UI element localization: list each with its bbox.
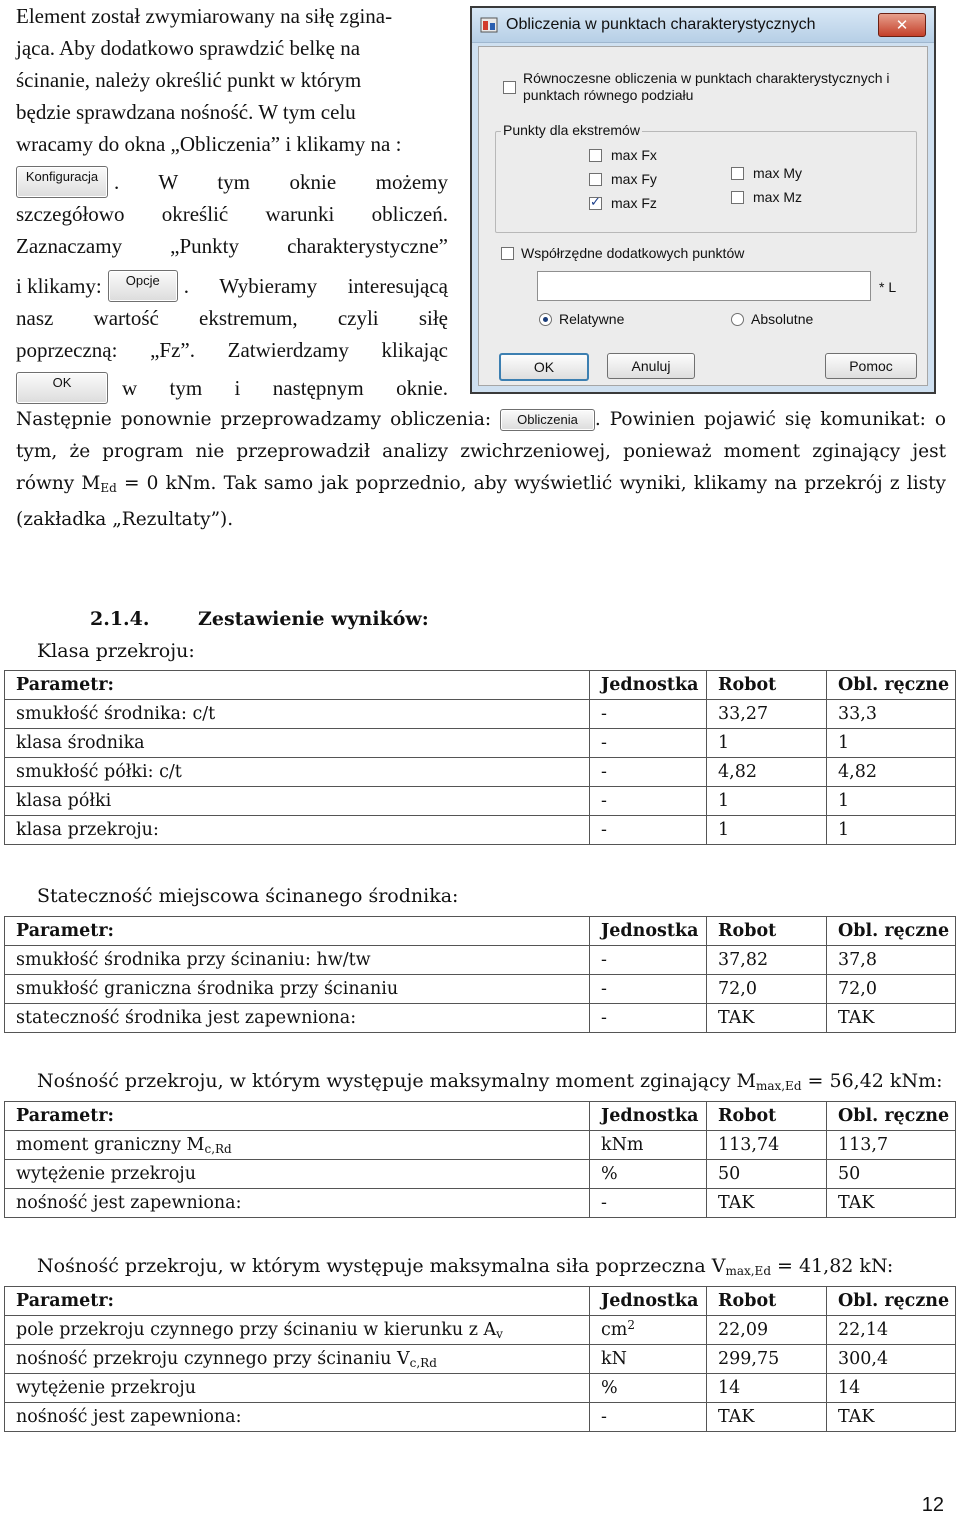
cell-text: cm — [601, 1320, 628, 1340]
instructions-paragraph — [16, 404, 946, 536]
simultaneous-label-line1: Równoczesne obliczenia w punktach charakterystycznych i — [523, 70, 890, 86]
caption-subscript: max,Ed — [725, 1264, 771, 1278]
dialog-titlebar — [472, 8, 934, 43]
cell: TAK — [707, 1403, 827, 1432]
cell: 1 — [827, 729, 956, 758]
intro-line — [16, 334, 448, 366]
cell: 22,14 — [827, 1316, 956, 1345]
table-row — [5, 787, 956, 816]
cell: - — [590, 975, 707, 1004]
cell: % — [590, 1374, 707, 1403]
cell: 14 — [827, 1374, 956, 1403]
cell: TAK — [827, 1189, 956, 1218]
cell: smukłość środnika przy ścinaniu: hw/tw — [5, 946, 590, 975]
cell — [5, 1345, 590, 1374]
cell-text: nośność przekroju czynnego przy ścinaniu V — [16, 1348, 410, 1369]
table-header-row — [5, 671, 956, 700]
cell: - — [590, 1403, 707, 1432]
table-row — [5, 758, 956, 787]
cell: - — [590, 787, 707, 816]
cell: TAK — [707, 1189, 827, 1218]
intro-line — [16, 32, 448, 64]
header-param: Parametr: — [5, 917, 590, 946]
table-row — [5, 1131, 956, 1160]
caption-subscript: max,Ed — [755, 1079, 802, 1093]
table2-caption: Stateczność miejscowa ścinanego środnika: — [37, 885, 459, 907]
intro-text: poprzeczną: „Fz”. Zatwierdzamy klikając — [16, 338, 448, 362]
header-manual: Obl. ręczne — [827, 917, 956, 946]
header-manual: Obl. ręczne — [827, 1287, 956, 1316]
para-subscript: Ed — [100, 481, 117, 495]
header-manual: Obl. ręczne — [827, 671, 956, 700]
intro-text: będzie sprawdzana nośność. W tym celu — [16, 100, 356, 124]
intro-text: i klikamy: — [16, 274, 102, 298]
cell: 1 — [707, 816, 827, 845]
cell-subscript: c,Rd — [409, 1355, 437, 1370]
table-row — [5, 1374, 956, 1403]
cell: 4,82 — [827, 758, 956, 787]
header-robot: Robot — [707, 917, 827, 946]
cell — [5, 1131, 590, 1160]
cell: TAK — [827, 1403, 956, 1432]
cell-superscript: 2 — [627, 1318, 636, 1332]
section-number: 2.1.4. — [90, 608, 150, 630]
table-row — [5, 1345, 956, 1374]
intro-text: jąca. Aby dodatkowo sprawdzić belkę na — [16, 36, 361, 60]
cell: TAK — [827, 1004, 956, 1033]
header-unit: Jednostka — [590, 671, 707, 700]
simultaneous-checkbox[interactable] — [503, 81, 516, 94]
max-fy-checkbox[interactable] — [589, 173, 602, 186]
table-row — [5, 946, 956, 975]
intro-line — [16, 198, 448, 230]
table-row — [5, 816, 956, 845]
cell: kN — [590, 1345, 707, 1374]
max-fx-label: max Fx — [611, 147, 657, 163]
cell: 37,8 — [827, 946, 956, 975]
header-robot: Robot — [707, 1102, 827, 1131]
cell: 50 — [707, 1160, 827, 1189]
extremes-group — [495, 131, 917, 233]
table-row — [5, 700, 956, 729]
cell: smukłość środnika: c/t — [5, 700, 590, 729]
cell: klasa przekroju: — [5, 816, 590, 845]
table-row — [5, 1160, 956, 1189]
max-mz-checkbox[interactable] — [731, 191, 744, 204]
cell: 72,0 — [707, 975, 827, 1004]
absolute-label: Absolutne — [751, 311, 814, 327]
cell: 22,09 — [707, 1316, 827, 1345]
header-param: Parametr: — [5, 1287, 590, 1316]
unit-label: * L — [879, 279, 897, 295]
cell: smukłość półki: c/t — [5, 758, 590, 787]
intro-text: . Wybieramy interesującą — [183, 274, 448, 298]
header-param: Parametr: — [5, 671, 590, 700]
cell: smukłość graniczna środnika przy ścinaniu — [5, 975, 590, 1004]
table3-caption — [37, 1070, 943, 1093]
cell: wytężenie przekroju — [5, 1374, 590, 1403]
shear-capacity-table — [4, 1286, 956, 1432]
cell-subscript: c,Rd — [204, 1141, 232, 1156]
caption-text: Nośność przekroju, w którym występuje maksymalny moment zginający M — [37, 1070, 756, 1092]
cell: wytężenie przekroju — [5, 1160, 590, 1189]
table1-caption: Klasa przekroju: — [37, 640, 195, 662]
page-number: 12 — [921, 1494, 944, 1516]
extra-points-input[interactable] — [537, 271, 871, 301]
absolute-radio[interactable] — [731, 313, 744, 326]
header-robot: Robot — [707, 1287, 827, 1316]
intro-line — [16, 372, 448, 404]
intro-line — [16, 166, 448, 198]
table-row — [5, 1189, 956, 1218]
cell: 33,3 — [827, 700, 956, 729]
calc-points-dialog — [470, 6, 936, 394]
cell: 300,4 — [827, 1345, 956, 1374]
header-unit: Jednostka — [590, 917, 707, 946]
cell: - — [590, 1189, 707, 1218]
cell — [5, 1316, 590, 1345]
para-text: = 0 kNm. Tak samo jak poprzednio, aby wyświetlić wyniki, klikamy na przekrój z listy (zakładka „Rezultaty”). — [16, 473, 946, 530]
cell: nośność jest zapewniona: — [5, 1189, 590, 1218]
header-manual: Obl. ręczne — [827, 1102, 956, 1131]
moment-capacity-table — [4, 1101, 956, 1218]
cell: 1 — [707, 787, 827, 816]
intro-paragraph — [16, 0, 448, 404]
caption-text: = 56,42 kNm: — [801, 1070, 943, 1092]
cell: - — [590, 758, 707, 787]
cell: 37,82 — [707, 946, 827, 975]
obliczenia-button[interactable]: Obliczenia — [500, 409, 595, 431]
intro-text: wracamy do okna „Obliczenia” i klikamy na : — [16, 132, 402, 156]
intro-line — [16, 96, 448, 128]
cell: kNm — [590, 1131, 707, 1160]
cell: 1 — [827, 787, 956, 816]
intro-line — [16, 302, 448, 334]
max-fy-label: max Fy — [611, 171, 657, 187]
cell: nośność jest zapewniona: — [5, 1403, 590, 1432]
cell: 33,27 — [707, 700, 827, 729]
table-row — [5, 1403, 956, 1432]
intro-line — [16, 0, 448, 32]
simultaneous-label-line2: punktach równego podziału — [523, 87, 694, 103]
table-header-row — [5, 1102, 956, 1131]
cell: stateczność środnika jest zapewniona: — [5, 1004, 590, 1033]
cell: 72,0 — [827, 975, 956, 1004]
konfiguracja-button[interactable]: Konfiguracja — [16, 166, 108, 198]
intro-line — [16, 270, 448, 302]
table-row — [5, 975, 956, 1004]
dialog-client — [478, 46, 928, 386]
section-title: Zestawienie wyników: — [198, 608, 429, 630]
cell: 299,75 — [707, 1345, 827, 1374]
cell-text: moment graniczny M — [16, 1134, 205, 1155]
cell: - — [590, 700, 707, 729]
caption-text: = 41,82 kN: — [771, 1255, 894, 1277]
help-button[interactable]: Pomoc — [825, 353, 917, 379]
intro-text: ścinanie, należy określić punkt w którym — [16, 68, 362, 92]
cell: klasa półki — [5, 787, 590, 816]
cell: TAK — [707, 1004, 827, 1033]
relative-radio[interactable] — [539, 313, 552, 326]
web-stability-table — [4, 916, 956, 1033]
section-heading — [90, 608, 429, 630]
cell: - — [590, 729, 707, 758]
caption-text: Nośność przekroju, w którym występuje maksymalna siła poprzeczna V — [37, 1255, 726, 1277]
ok-button[interactable]: OK — [499, 353, 589, 381]
cell: - — [590, 1004, 707, 1033]
cell: - — [590, 816, 707, 845]
para-text: . Powinien pojawić się komunikat: o tym, że program nie przeprowadził analizy zwichrzeniowej, ponieważ moment zginający jest równy M — [16, 409, 947, 494]
table-header-row — [5, 1287, 956, 1316]
opcje-button[interactable]: Opcje — [108, 270, 178, 302]
table-row — [5, 729, 956, 758]
extra-points-checkbox[interactable] — [501, 247, 514, 260]
header-unit: Jednostka — [590, 1102, 707, 1131]
dialog-title: Obliczenia w punktach charakterystycznych — [506, 16, 816, 33]
cancel-button[interactable]: Anuluj — [607, 353, 695, 379]
cell: % — [590, 1160, 707, 1189]
max-mz-label: max Mz — [753, 189, 802, 205]
intro-text: Zaznaczamy „Punkty charakterystyczne” — [16, 234, 448, 258]
max-fz-label: max Fz — [611, 195, 657, 211]
cell: klasa środnika — [5, 729, 590, 758]
intro-text: . W tym oknie możemy — [114, 170, 448, 194]
table4-caption — [37, 1255, 893, 1278]
close-icon[interactable]: ✕ — [878, 13, 926, 37]
extra-points-label: Współrzędne dodatkowych punktów — [521, 245, 745, 261]
max-fx-checkbox[interactable] — [589, 149, 602, 162]
cell: 1 — [827, 816, 956, 845]
cell: 50 — [827, 1160, 956, 1189]
app-icon — [480, 16, 498, 34]
table-row — [5, 1316, 956, 1345]
cell-text: pole przekroju czynnego przy ścinaniu w kierunku z A — [16, 1319, 497, 1340]
intro-text: szczegółowo określić warunki obliczeń. — [16, 202, 448, 226]
table-row — [5, 1004, 956, 1033]
intro-text: Element został zwymiarowany na siłę zgina- — [16, 4, 393, 28]
max-my-checkbox[interactable] — [731, 167, 744, 180]
header-unit: Jednostka — [590, 1287, 707, 1316]
cell: - — [590, 946, 707, 975]
intro-text: w tym i następnym oknie. — [122, 376, 448, 400]
section-class-table — [4, 670, 956, 845]
intro-line — [16, 64, 448, 96]
ok-button-inline[interactable]: OK — [16, 372, 108, 404]
cell-subscript: v — [496, 1326, 503, 1341]
cell — [590, 1316, 707, 1345]
cell: 113,74 — [707, 1131, 827, 1160]
cell: 1 — [707, 729, 827, 758]
max-my-label: max My — [753, 165, 802, 181]
max-fz-checkbox[interactable] — [589, 197, 602, 210]
cell: 4,82 — [707, 758, 827, 787]
simultaneous-label — [523, 70, 890, 104]
para-text: Następnie ponownie przeprowadzamy obliczenia: — [16, 409, 492, 430]
table-header-row — [5, 917, 956, 946]
intro-line — [16, 230, 448, 262]
cell: 113,7 — [827, 1131, 956, 1160]
intro-line — [16, 128, 448, 160]
extremes-group-label: Punkty dla ekstremów — [503, 122, 640, 138]
cell: 14 — [707, 1374, 827, 1403]
relative-label: Relatywne — [559, 311, 625, 327]
intro-text: nasz wartość ekstremum, czyli siłę — [16, 306, 448, 330]
header-robot: Robot — [707, 671, 827, 700]
header-param: Parametr: — [5, 1102, 590, 1131]
